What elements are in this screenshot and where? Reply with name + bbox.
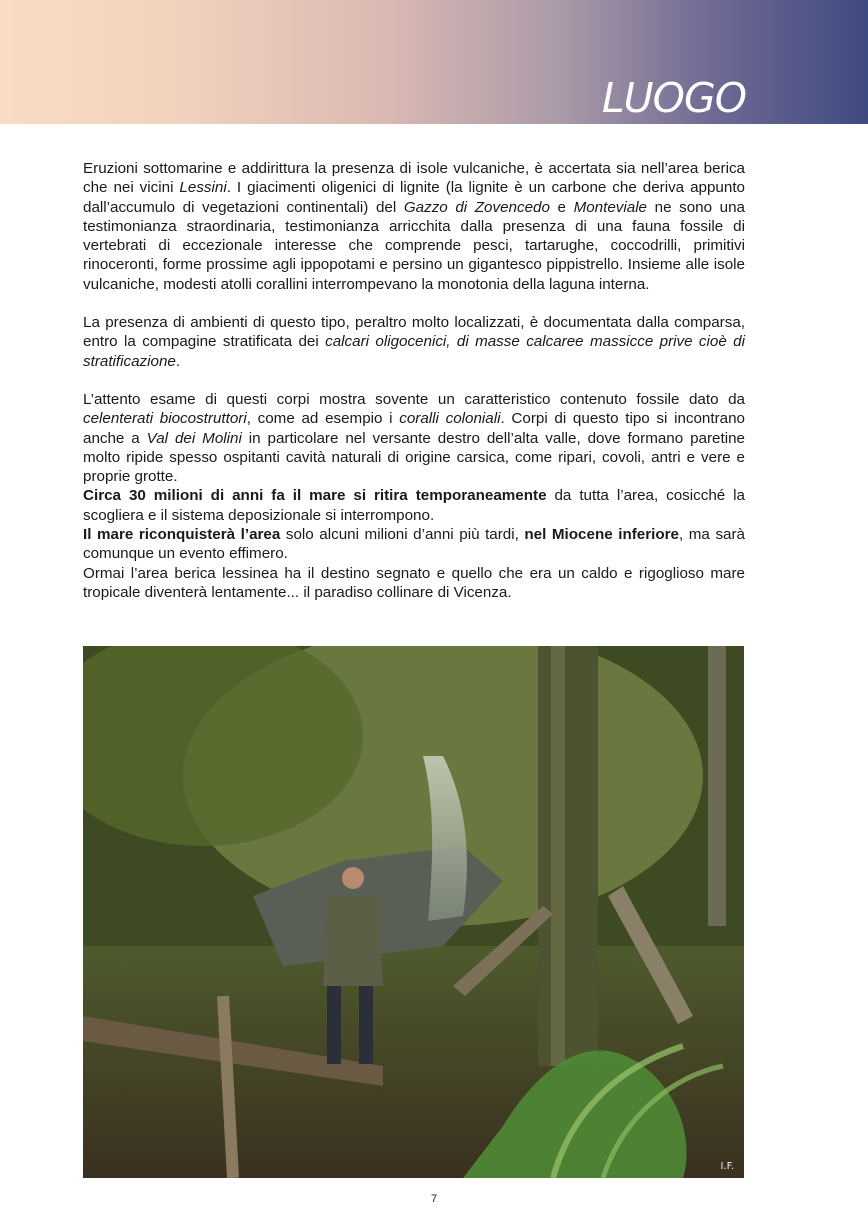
p1-italic-gazzo: Gazzo di Zovencedo — [403, 198, 550, 216]
p5-bold-2: nel Miocene inferiore — [524, 526, 679, 544]
p1-text-1: Eruzioni sottomarine e addirittura la presenza di isole vulcaniche, è accertata sia nell’area berica che nei vicini — [83, 160, 745, 197]
p2-text-1: La presenza di ambienti di questo tipo, peraltro molto localizzati, è documentata dalla comparsa, entro la compagine stratificata dei — [83, 314, 745, 351]
paragraph-6 — [83, 564, 745, 603]
p3-text-2: , come ad esempio i — [246, 410, 400, 428]
p3-italic-coralli: coralli coloniali — [399, 410, 501, 428]
p4-text-1: da tutta l’area, cosicché la scogliera e il sistema deposizionale si interrompono. — [83, 487, 745, 524]
p3-italic-molini: Val dei Molini — [146, 429, 242, 447]
paragraph-4 — [83, 486, 745, 525]
section-title: LUOGO — [601, 74, 746, 122]
page-number: 7 — [430, 1193, 438, 1205]
p5-bold-1: Il mare riconquisterà l’area — [83, 526, 281, 544]
p5-text-1: solo alcuni milioni d’anni più tardi, — [280, 526, 525, 544]
forest-illustration — [83, 646, 744, 1178]
p1-italic-lessini: Lessini — [179, 179, 227, 197]
photo-credit: I.F. — [720, 1161, 734, 1172]
p4-bold-1: Circa 30 milioni di anni fa il mare si ritira temporaneamente — [83, 487, 547, 505]
header-banner — [0, 0, 868, 124]
p5-text-2: , ma sarà comunque un evento effimero. — [83, 526, 745, 563]
paragraph-1 — [83, 159, 745, 294]
paragraph-3 — [83, 390, 745, 486]
body-text — [83, 159, 745, 602]
p1-text-2: . I giacimenti oligenici di lignite (la lignite è un carbone che deriva appunto dall’accumulo di vegetazioni continentali) del — [83, 179, 745, 216]
paragraph-2 — [83, 313, 745, 371]
p3-italic-celenterati: celenterati biocostruttori — [83, 410, 247, 428]
p3-text-4: in particolare nel versante destro dell’alta valle, dove formano paretine molto ripide spesso ospitanti cavità naturali di origine carsica, come ripari, covoli, antri e vere e proprie grotte. — [83, 429, 745, 486]
paragraph-5 — [83, 525, 745, 564]
p2-italic-calcari: calcari oligocenici, di masse calcaree massicce prive cioè di stratificazione — [83, 333, 745, 370]
p2-text-2: . — [175, 352, 181, 370]
forest-photo — [83, 646, 744, 1178]
p1-text-4: ne sono una testimonianza straordinaria, testimonianza arricchita dalla presenza di una fauna fossile di vertebrati di eccezionale interesse che comprende pesci, tartarughe, coccodrilli, primitivi rinoceronti, forme prossime agli ippopotami e persino un gigantesco pippistrello. Insieme alle isole vulcaniche, modesti atolli corallini interrompevano la monotonia della laguna interna. — [83, 198, 745, 293]
p6-text-1: Ormai l’area berica lessinea ha il destino segnato e quello che era un caldo e rigoglioso mare tropicale diventerà lentamente... il paradiso collinare di Vicenza. — [83, 564, 745, 601]
p1-italic-monteviale: Monteviale — [573, 198, 648, 216]
p3-text-3: . Corpi di questo tipo si incontrano anche a — [83, 410, 745, 447]
p3-text-1: L’attento esame di questi corpi mostra sovente un caratteristico contenuto fossile dato da — [83, 390, 745, 408]
p1-text-3: e — [549, 198, 574, 216]
